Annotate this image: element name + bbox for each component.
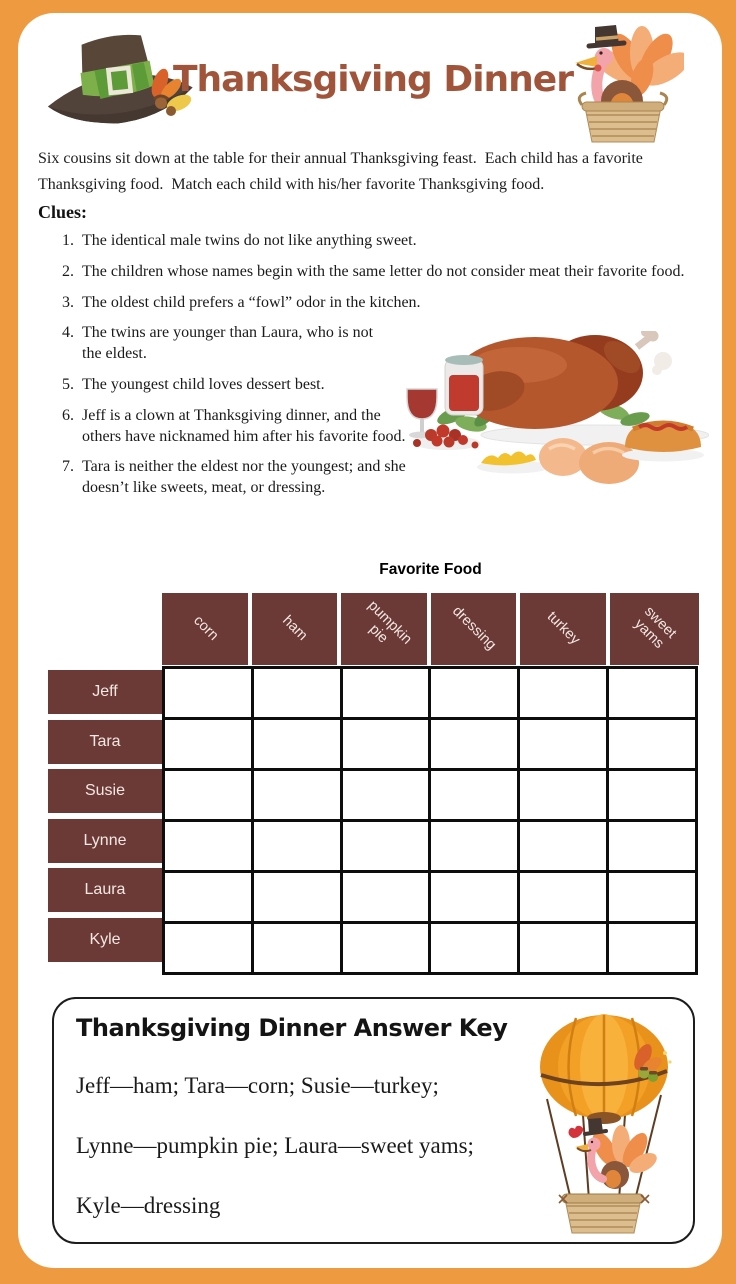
grid-cell bbox=[252, 770, 341, 821]
column-header-label: sweet yams bbox=[631, 603, 680, 652]
column-header-label: turkey bbox=[543, 608, 584, 648]
grid-cell bbox=[608, 668, 697, 719]
grid-cell bbox=[252, 821, 341, 872]
pumpkin-balloon-illustration bbox=[531, 1007, 687, 1235]
column-header-cell bbox=[610, 593, 699, 665]
clue-text: The oldest child prefers a “fowl” odor in the kitchen. bbox=[82, 293, 421, 311]
grid-cell bbox=[519, 668, 608, 719]
clue-number: 3. bbox=[62, 293, 74, 311]
clue-number: 7. bbox=[62, 458, 74, 476]
clue-item bbox=[48, 262, 708, 283]
clue-text: Tara is neither the eldest nor the youngest; and she doesn’t like sweets, meat, or dressing. bbox=[82, 458, 406, 497]
grid-cell bbox=[608, 923, 697, 974]
column-header-label: dressing bbox=[448, 603, 499, 654]
column-header-cell bbox=[520, 593, 610, 665]
grid-cell bbox=[519, 719, 608, 770]
grid-cell bbox=[430, 872, 519, 923]
grid-cell bbox=[341, 872, 430, 923]
grid-cell bbox=[341, 668, 430, 719]
clue-number: 1. bbox=[62, 232, 74, 249]
worksheet bbox=[18, 13, 722, 1268]
answer-line: Jeff—ham; Tara—corn; Susie—turkey; bbox=[76, 1073, 439, 1098]
column-header-label: ham bbox=[279, 612, 311, 644]
clue-text: The children whose names begin with the same letter do not consider meat their favorite food. bbox=[82, 262, 685, 280]
row-label: Tara bbox=[48, 720, 162, 764]
grid-cell bbox=[519, 923, 608, 974]
table-row bbox=[164, 770, 697, 821]
column-header-cell bbox=[341, 593, 431, 665]
intro-text: Six cousins sit down at the table for their annual Thanksgiving feast. Each child has a favorite Thanksgiving food. Match each child with his/her favorite Thanksgiving food. bbox=[38, 150, 647, 193]
student-row-labels bbox=[48, 670, 162, 967]
grid-cell bbox=[164, 872, 253, 923]
clue-text: The twins are younger than Laura, who is not the eldest. bbox=[82, 324, 374, 363]
grid-cell bbox=[608, 770, 697, 821]
grid-cell bbox=[164, 923, 253, 974]
clues-heading: Clues: bbox=[38, 202, 87, 222]
table-row bbox=[164, 668, 697, 719]
page-title: Thanksgiving Dinner bbox=[173, 59, 573, 100]
table-row bbox=[164, 821, 697, 872]
logic-grid bbox=[48, 555, 698, 983]
grid-cell bbox=[430, 821, 519, 872]
column-header-label: pumpkin pie bbox=[365, 597, 416, 648]
grid-axis-label: Favorite Food bbox=[379, 561, 482, 578]
grid-cell bbox=[430, 770, 519, 821]
grid-cell bbox=[608, 872, 697, 923]
answer-key-box bbox=[52, 997, 695, 1244]
food-column-headers bbox=[162, 593, 699, 665]
grid-cell bbox=[430, 923, 519, 974]
grid-cell bbox=[341, 719, 430, 770]
clue-text: The youngest child loves dessert best. bbox=[82, 375, 325, 393]
grid-cell bbox=[608, 719, 697, 770]
grid-cell bbox=[519, 770, 608, 821]
clue-text: The identical male twins do not like anything sweet. bbox=[82, 232, 417, 249]
column-header-label: corn bbox=[189, 612, 222, 644]
column-header-cell bbox=[431, 593, 521, 665]
grid-cell bbox=[252, 719, 341, 770]
grid-cell bbox=[164, 668, 253, 719]
table-row bbox=[164, 719, 697, 770]
grid-cell bbox=[341, 770, 430, 821]
grid-cell bbox=[164, 770, 253, 821]
grid-cell bbox=[519, 872, 608, 923]
grid-cell bbox=[252, 923, 341, 974]
grid-cell bbox=[519, 821, 608, 872]
clue-number: 4. bbox=[62, 324, 74, 342]
clue-text: Jeff is a clown at Thanksgiving dinner, and the others have nicknamed him after his favorite food. bbox=[82, 406, 406, 445]
grid-cell bbox=[430, 668, 519, 719]
row-label: Jeff bbox=[48, 670, 162, 714]
column-header-cell bbox=[162, 593, 252, 665]
clue-number: 6. bbox=[62, 406, 74, 424]
grid-cell bbox=[341, 923, 430, 974]
grid-cell bbox=[430, 719, 519, 770]
answer-key-lines bbox=[76, 1073, 516, 1253]
table-row bbox=[164, 923, 697, 974]
table-row bbox=[164, 872, 697, 923]
row-label: Kyle bbox=[48, 918, 162, 962]
row-label: Susie bbox=[48, 769, 162, 813]
grid-cell bbox=[164, 719, 253, 770]
column-header-cell bbox=[252, 593, 342, 665]
grid-cell bbox=[252, 872, 341, 923]
clue-number: 5. bbox=[62, 375, 74, 393]
row-label: Lynne bbox=[48, 819, 162, 863]
puzzle-grid-table bbox=[162, 666, 698, 975]
answer-line: Kyle—dressing bbox=[76, 1193, 221, 1218]
row-label: Laura bbox=[48, 868, 162, 912]
grid-cell bbox=[252, 668, 341, 719]
clue-number: 2. bbox=[62, 262, 74, 280]
grid-cell bbox=[608, 821, 697, 872]
grid-cell bbox=[164, 821, 253, 872]
grid-cell bbox=[341, 821, 430, 872]
answer-line: Lynne—pumpkin pie; Laura—sweet yams; bbox=[76, 1133, 474, 1158]
dinner-spread-illustration bbox=[367, 331, 709, 507]
turkey-basket-illustration bbox=[564, 19, 684, 147]
clue-item bbox=[48, 293, 708, 314]
answer-key-heading: Thanksgiving Dinner Answer Key bbox=[76, 1014, 508, 1042]
clue-item bbox=[48, 231, 708, 252]
